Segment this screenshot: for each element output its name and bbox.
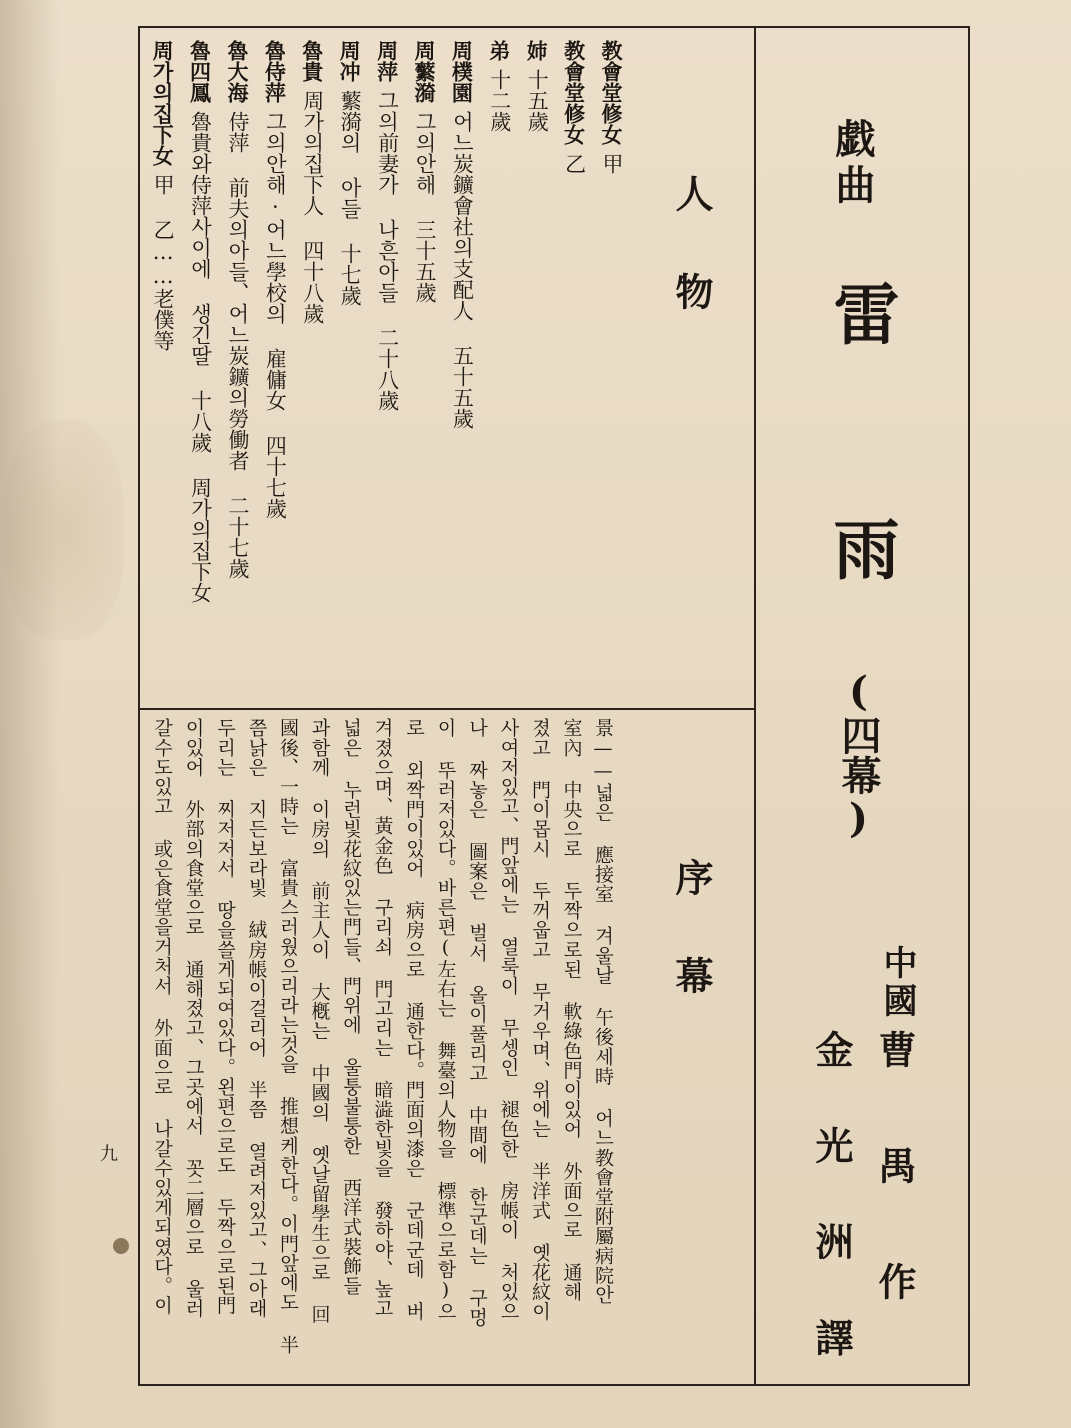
cast-name: 教會堂修女 [561,40,587,145]
prologue-line: 이 뚜러저있다。바른편(左右는 舞臺의人物을 標準으로함)으 [434,718,457,1321]
prologue-line: 졌고 門이몹시 두꺼웁고 무거우며、위에는 半洋式 옛花紋이 [529,718,551,1321]
cast-row [561,40,587,700]
cast-row [262,40,288,700]
cast-name: 魯四鳳 [187,40,213,103]
cast-row [449,40,475,700]
cast-desc: 甲 乙……老僕等 [151,174,176,351]
cast-desc: 周가의집下人 四十八歲 [300,90,325,324]
cast-name: 周冲 [337,40,363,82]
cast-row [486,40,512,700]
persons-heading: 人物 [669,174,714,370]
paper-stain [4,420,124,640]
cast-desc: 그의前妻가 나흔아들 二十八歲 [375,90,400,411]
cast-desc: 魯貴와侍萍사이에 생긴딸 十八歲 周가의집下女 [188,111,213,603]
cast-name: 魯侍萍 [262,40,288,103]
cast-desc: 어느炭鑛會社의支配人 五十五歲 [450,111,475,429]
prologue-line: 겨졌으며、黃金色 구리쇠 門고리는 暗澁한빛을 發하야、높고 [371,718,394,1318]
cast-row [601,40,622,700]
prologue-line: 과함께 이房의 前主人이 大槪는 中國의 옛날留學生으로 回 [308,718,331,1324]
cast-name: 周萍 [374,40,400,82]
translator-credit: 金光洲譯 [809,1030,854,1414]
cast-desc: 甲 [600,153,624,174]
prologue-line: 室內 中央으로 두짝으로된 軟綠色門이있어 外面으로 通해 [560,718,583,1302]
prologue-text [152,718,612,1368]
cast-row [224,40,250,700]
cast-row [337,40,363,700]
cast-desc: 十二歲 [487,69,512,132]
cast-desc: 蘩漪의 아들 十七歲 [338,90,363,306]
prologue-line: 國後、一時는 富貴스러웠으리라는것을 推想케한다。이門앞에도 半 [277,718,299,1355]
prologue-line: 이있어 外部의食堂으로 通해졌고、그곳에서 꼿二層으로 울러 [182,718,205,1318]
prologue-line: 갈수도있고 或은食堂을거처서 外面으로 나갈수있게되였다。이 [151,718,173,1315]
acts-count: (四幕) [835,668,882,842]
ink-spot [113,1238,129,1254]
cast-row [374,40,400,700]
author-origin: 中國 [877,945,917,1021]
cast-name: 弟 [486,40,512,61]
prologue-line: 넓은 누런빛花紋있는門들、門위에 울퉁불퉁한 西洋式裝飾들 [340,718,362,1296]
prologue-line: 쯤낡은 지든보라빛 絨房帳이걸리어 半쯤 열려저있고、그아래 [245,718,268,1318]
cast-desc: 乙 [562,153,587,174]
cast-name: 周蘩漪 [411,40,437,103]
cast-row [524,40,550,700]
author-credit: 曹禺作 [872,1030,917,1378]
cast-name: 魯貴 [299,40,325,82]
page-edge-shadow [0,0,60,1428]
cast-desc: 侍萍 前夫의아들、어느炭鑛의勞働者 二十七歲 [225,111,250,579]
title-column-divider [754,26,756,1386]
cast-desc: 그의안해 三十五歲 [412,111,437,303]
cast-row [299,40,325,700]
cast-row [150,40,176,700]
page-number: 九 [100,1144,118,1165]
play-title-second-char: 雨 [822,515,900,581]
cast-name: 周가의집下女 [150,40,176,166]
section-divider [138,708,755,710]
prologue-line: 사여저있고、門앞에는 열룩이 무셍인 褪色한 房帳이 처있으 [497,718,520,1321]
cast-desc: 그의안해·어느學校의 雇傭女 四十七歲 [263,111,288,519]
prologue-line: 景——넓은 應接室 겨울날 午後세時 어느教會堂附屬病院안 [592,718,614,1305]
prologue-line: 로 외짝門이있어 病房으로 通한다。門面의漆은 군데군데 버 [403,718,425,1321]
cast-list [152,40,622,700]
cast-name: 周樸園 [449,40,475,103]
prologue-line: 나 짜놓은 圖案은 벌서 올이풀리고 中間에 한군데는 구멍 [466,718,488,1327]
cast-row [187,40,213,700]
prologue-line: 두리는 찌저저서 땅을쓸게되여있다。왼편으로도 두짝으로된門 [214,718,236,1315]
cast-name: 姉 [524,40,550,61]
genre-label: 戯曲 [829,118,876,210]
cast-name: 魯大海 [224,40,250,103]
cast-row [411,40,437,700]
cast-name: 教會堂修女 [599,40,624,145]
prologue-heading: 序幕 [669,858,714,1054]
cast-desc: 十五歲 [525,69,550,132]
play-title-first-char: 雷 [822,280,900,346]
